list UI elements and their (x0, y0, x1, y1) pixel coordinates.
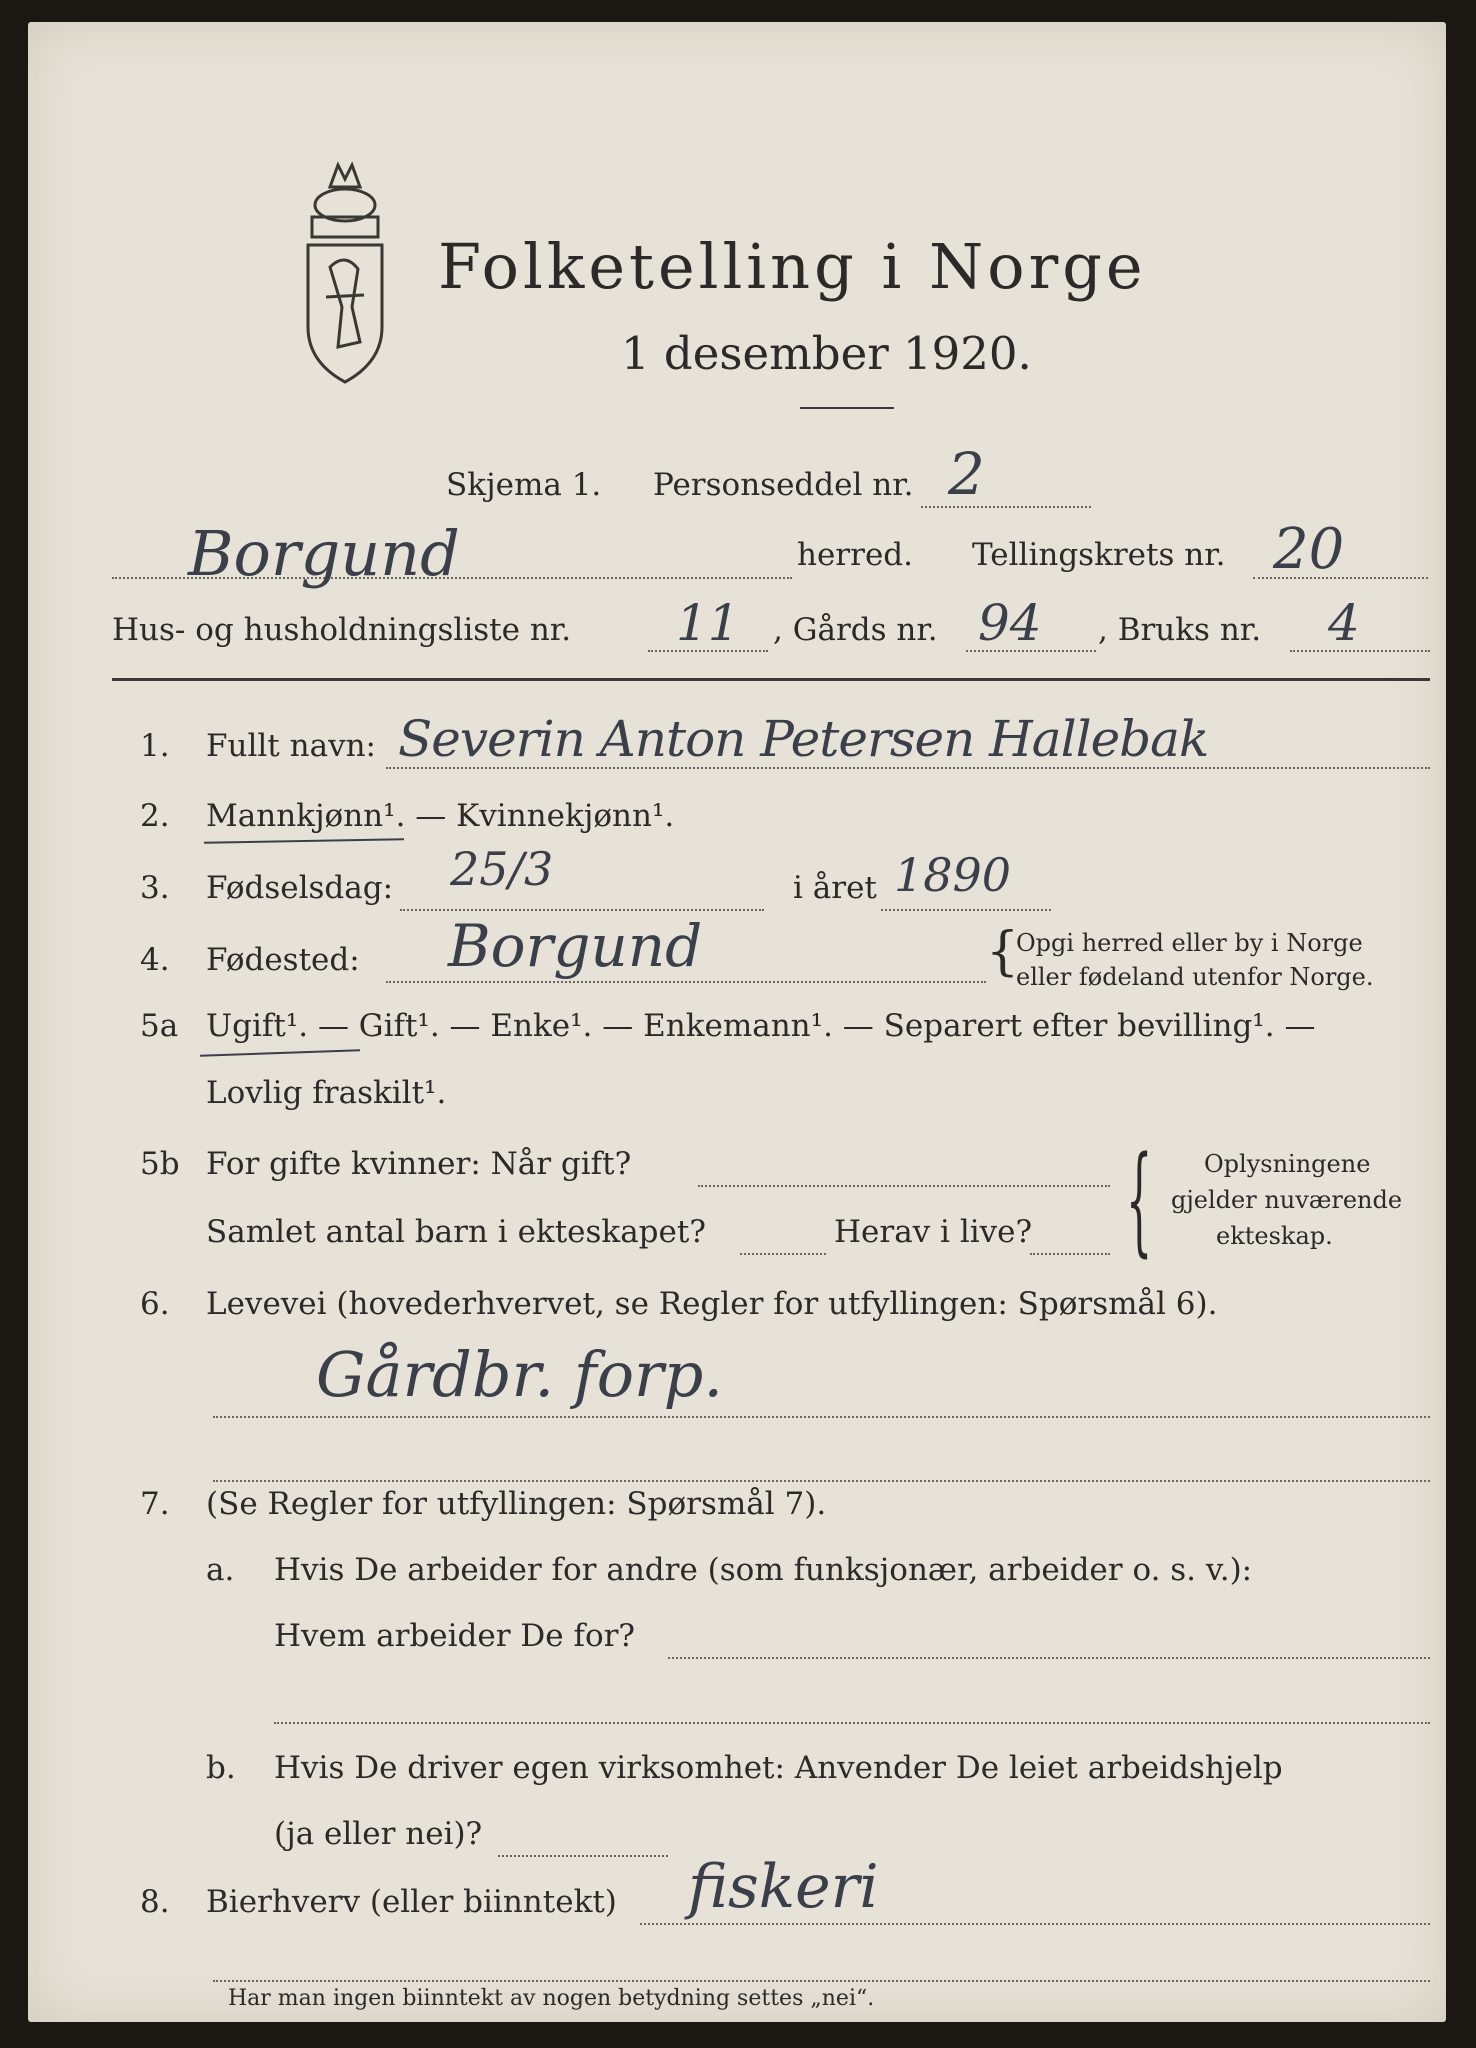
q6-line1 (213, 1416, 1430, 1418)
q6-line2 (213, 1480, 1430, 1482)
q5b-number: 5b (140, 1146, 180, 1182)
footer-note: Har man ingen biinntekt av nogen betydning settes „nei“. (228, 1986, 875, 2011)
hus-nr-value: 11 (676, 594, 740, 652)
q5b-children-line (740, 1253, 826, 1255)
q4-number: 4. (140, 942, 170, 978)
q8-line1 (640, 1923, 1430, 1925)
q1-number: 1. (140, 728, 170, 764)
q5b-note-line1: Oplysningene (1204, 1150, 1371, 1178)
gards-label: , Gårds nr. (773, 612, 938, 648)
person-label: Personseddel nr. (653, 467, 914, 503)
q7b-label-line2: (ja eller nei)? (274, 1816, 483, 1852)
bruks-nr-line (1290, 650, 1430, 652)
q5b-married-line (698, 1185, 1110, 1187)
q2-label: Mannkjønn¹. — Kvinnekjønn¹. (206, 798, 675, 834)
q4-note-line2: eller fødeland utenfor Norge. (1016, 963, 1374, 991)
q5b-note-line2: gjelder nuværende (1171, 1186, 1403, 1214)
q2-number: 2. (140, 798, 170, 834)
q1-value: Severin Anton Petersen Hallebak (398, 710, 1209, 768)
q3-line (400, 909, 764, 911)
q7-number: 7. (140, 1486, 170, 1522)
q7a-label-line2: Hvem arbeider De for? (274, 1618, 636, 1654)
q3-year-label: i året (793, 870, 877, 906)
q6-number: 6. (140, 1286, 170, 1322)
q3-label: Fødselsdag: (206, 870, 394, 906)
q8-label: Bierhverv (eller biinntekt) (206, 1884, 617, 1920)
q5b-brace: { (1126, 1130, 1153, 1268)
q5b-note-line3: ekteskap. (1216, 1222, 1333, 1250)
herred-value: Borgund (188, 517, 460, 590)
q8-line2 (213, 1980, 1430, 1982)
q7a-line1 (668, 1657, 1430, 1659)
coat-of-arms-icon (290, 157, 400, 389)
q4-note-line1: Opgi herred eller by i Norge (1016, 929, 1363, 957)
q3-value: 25/3 (450, 842, 554, 896)
q6-value: Gårdbr. forp. (316, 1338, 724, 1411)
q5b-alive-line (1030, 1253, 1110, 1255)
q3-year-value: 1890 (894, 848, 1012, 902)
person-nr-value: 2 (948, 440, 985, 508)
q5a-label-line2: Lovlig fraskilt¹. (206, 1075, 447, 1111)
person-nr-line (921, 506, 1091, 508)
header-rule (112, 678, 1430, 681)
q7-label: (Se Regler for utfyllingen: Spørsmål 7). (206, 1486, 827, 1522)
q5b-children-label: Samlet antal barn i ekteskapet? (206, 1214, 706, 1250)
q8-value: fiskeri (688, 1852, 879, 1922)
q4-brace: { (986, 922, 1020, 982)
krets-nr-value: 20 (1273, 517, 1345, 582)
q4-value: Borgund (448, 912, 703, 980)
krets-label: Tellingskrets nr. (972, 537, 1226, 573)
census-form (28, 22, 1446, 2022)
form-title: Folketelling i Norge (438, 230, 1147, 303)
bruks-nr-value: 4 (1328, 594, 1360, 652)
q2-underline-mark (204, 838, 404, 843)
q7a-label: Hvis De arbeider for andre (som funksjonær, arbeider o. s. v.): (274, 1552, 1253, 1588)
q1-label: Fullt navn: (206, 728, 376, 764)
title-divider (800, 407, 894, 409)
gards-nr-value: 94 (978, 594, 1042, 652)
q3-number: 3. (140, 870, 170, 906)
q5a-label: Ugift¹. — Gift¹. — Enke¹. — Enkemann¹. — Separert efter bevilling¹. — (206, 1008, 1316, 1044)
q7a-number: a. (206, 1552, 235, 1588)
q5b-label: For gifte kvinner: Når gift? (206, 1146, 632, 1182)
q5a-underline-mark (200, 1049, 360, 1057)
form-date: 1 desember 1920. (621, 327, 1032, 380)
herred-label: herred. (797, 537, 913, 573)
q7b-number: b. (206, 1750, 236, 1786)
q7b-label: Hvis De driver egen virksomhet: Anvender De leiet arbeidshjelp (274, 1750, 1283, 1786)
q5b-alive-label: Herav i live? (834, 1214, 1033, 1250)
bruks-label: , Bruks nr. (1098, 612, 1262, 648)
q6-label: Levevei (hovederhvervet, se Regler for utfyllingen: Spørsmål 6). (206, 1286, 1218, 1322)
q3-year-line (881, 909, 1051, 911)
q8-number: 8. (140, 1884, 170, 1920)
q4-line (386, 981, 986, 983)
hus-label: Hus- og husholdningsliste nr. (112, 612, 572, 648)
schema-label: Skjema 1. (446, 467, 602, 503)
q4-label: Fødested: (206, 942, 360, 978)
q5a-number: 5a (140, 1008, 179, 1044)
q7a-line2 (274, 1722, 1430, 1724)
q7b-line (498, 1855, 668, 1857)
